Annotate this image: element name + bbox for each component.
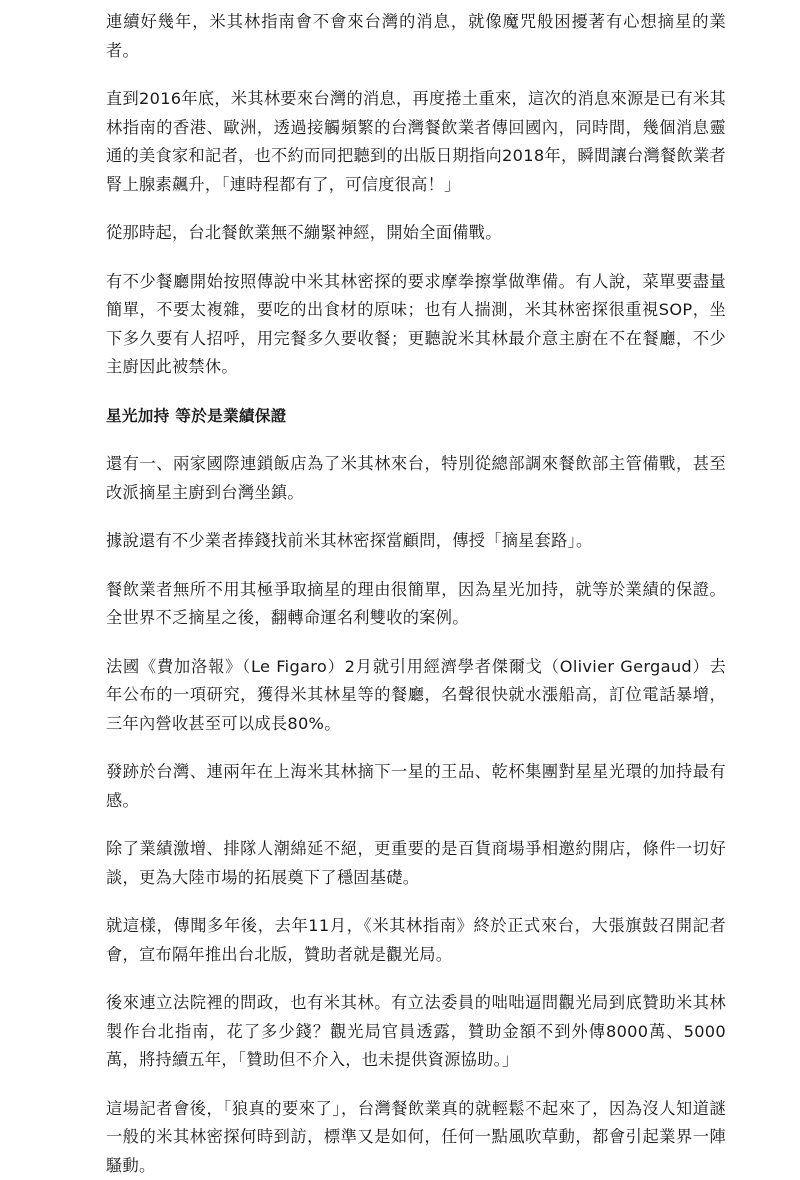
paragraph-13: 這場記者會後，「狼真的要來了」，台灣餐飲業真的就輕鬆不起來了，因為沒人知道謎一般的米其林密探何時到訪，標準又是如何，任何一點風吹草動，都會引起業界一陣騷動。 (106, 1095, 726, 1180)
paragraph-2: 直到2016年底，米其林要來台灣的消息，再度捲土重來，這次的消息來源是已有米其林指南的香港、歐洲，透過接觸頻繁的台灣餐飲業者傳回國內，同時間，幾個消息靈通的美食家和記者，也不約而同把聽到的出版日期指向2018年，瞬間讓台灣餐飲業者腎上腺素飆升，「連時程都有了，可信度很高！」 (106, 85, 726, 199)
paragraph-8: 法國《費加洛報》（Le Figaro）2月就引用經濟學者傑爾戈（Olivier Gergaud）去年公布的一項研究，獲得米其林星等的餐廳，名聲很快就水漲船高，訂位電話暴增，三年內營收甚至可以成長80%。 (106, 653, 726, 739)
paragraph-7: 餐飲業者無所不用其極爭取摘星的理由很簡單，因為星光加持，就等於業績的保證。全世界不乏摘星之後，翻轉命運名利雙收的案例。 (106, 576, 726, 633)
paragraph-9: 發跡於台灣、連兩年在上海米其林摘下一星的王品、乾杯集團對星星光環的加持最有感。 (106, 758, 726, 815)
paragraph-4: 有不少餐廳開始按照傳說中米其林密探的要求摩拳擦掌做準備。有人說，菜單要盡量簡單，不要太複雜，要吃的出食材的原味；也有人揣測，米其林密探很重視SOP，坐下多久要有人招呼，用完餐多久要收餐；更聽說米其林最介意主廚在不在餐廳，不少主廚因此被禁休。 (106, 268, 726, 382)
paragraph-10: 除了業績激增、排隊人潮綿延不絕，更重要的是百貨商場爭相邀約開店，條件一切好談，更為大陸市場的拓展奠下了穩固基礎。 (106, 835, 726, 892)
article-body (106, 0, 726, 1180)
paragraph-1: 連續好幾年，米其林指南會不會來台灣的消息，就像魔咒般困擾著有心想摘星的業者。 (106, 8, 726, 65)
paragraph-5: 還有一、兩家國際連鎖飯店為了米其林來台，特別從總部調來餐飲部主管備戰，甚至改派摘星主廚到台灣坐鎮。 (106, 450, 726, 507)
paragraph-6: 據說還有不少業者捧錢找前米其林密探當顧問，傳授「摘星套路」。 (106, 527, 726, 556)
paragraph-11: 就這樣，傳聞多年後，去年11月，《米其林指南》終於正式來台，大張旗鼓召開記者會，宣布隔年推出台北版，贊助者就是觀光局。 (106, 912, 726, 969)
paragraph-3: 從那時起，台北餐飲業無不繃緊神經，開始全面備戰。 (106, 219, 726, 248)
section-subheading: 星光加持 等於是業績保證 (106, 402, 726, 431)
paragraph-12: 後來連立法院裡的問政，也有米其林。有立法委員的咄咄逼問觀光局到底贊助米其林製作台北指南，花了多少錢？觀光局官員透露，贊助金額不到外傳8000萬、5000萬，將持續五年，「贊助但不介入，也未提供資源協助。」 (106, 989, 726, 1075)
